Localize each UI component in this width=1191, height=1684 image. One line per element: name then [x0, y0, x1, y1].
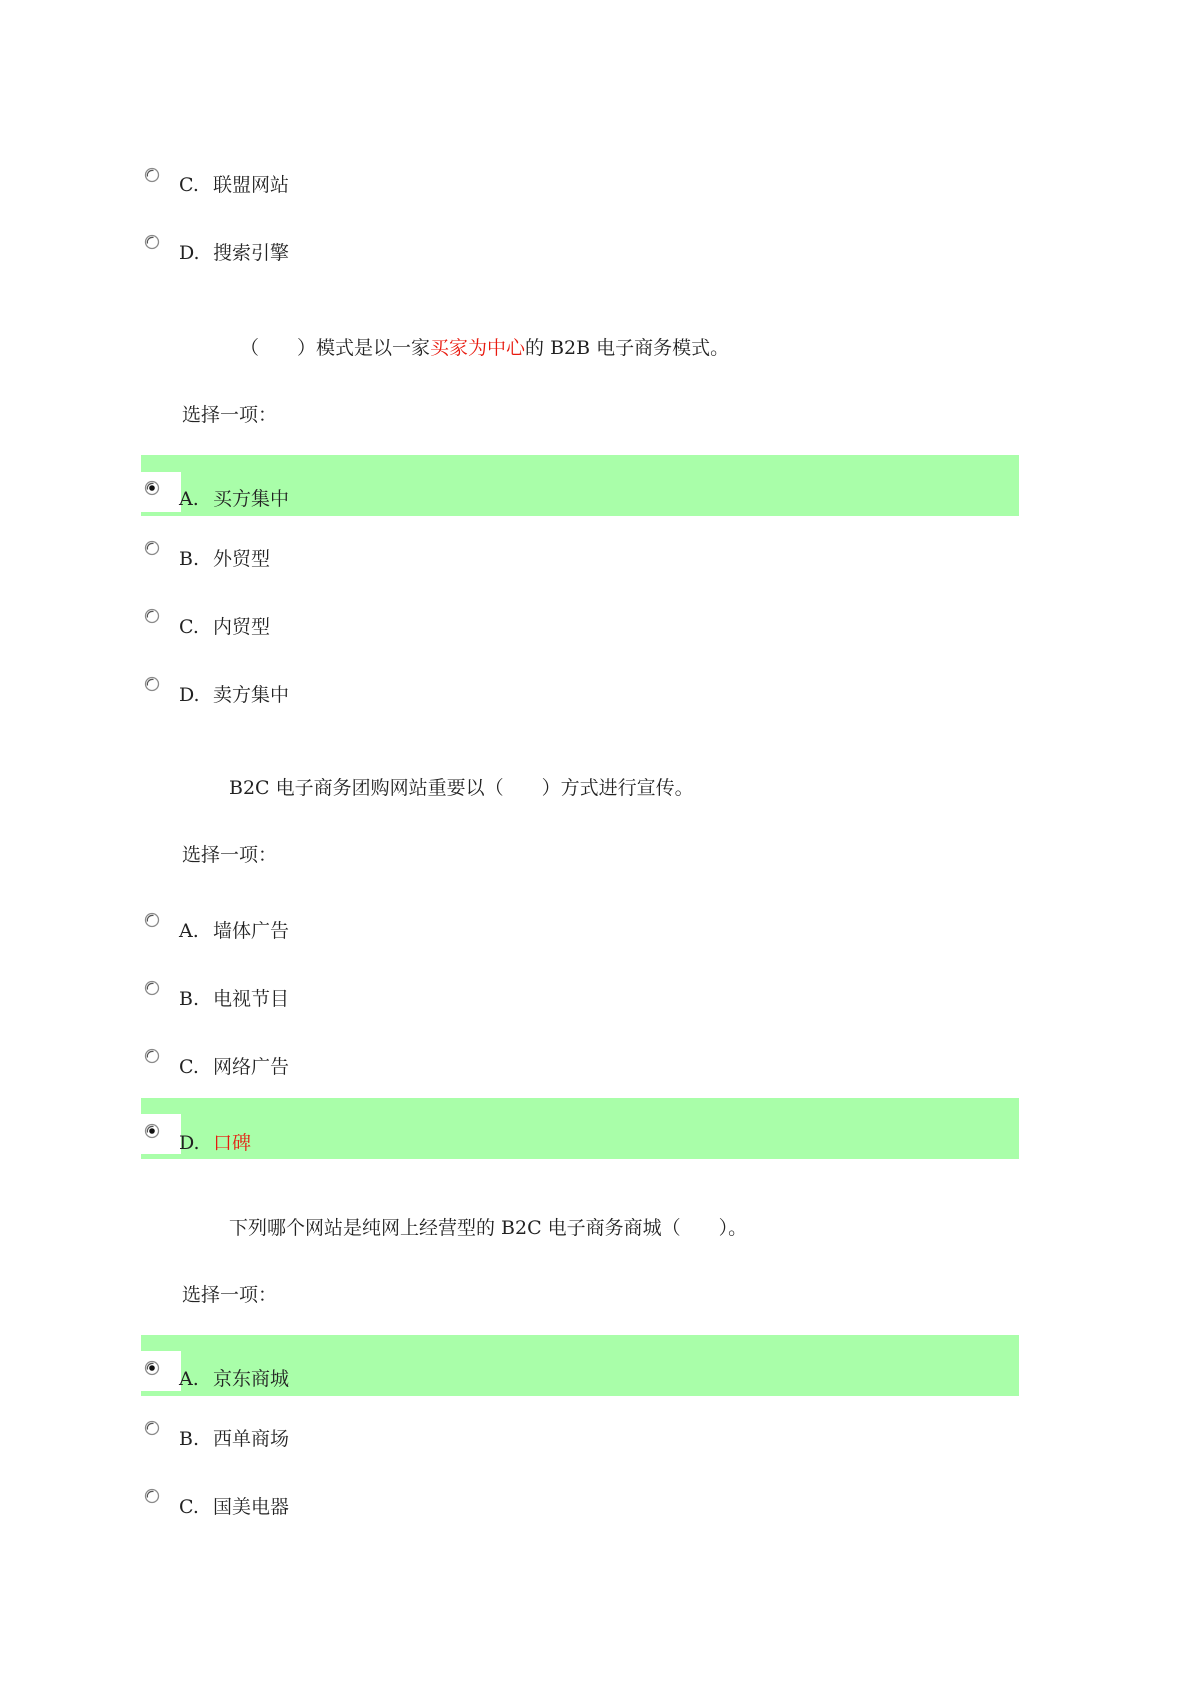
option-text: 内贸型 — [213, 616, 271, 638]
radio-option-q1-c[interactable] — [144, 608, 160, 624]
option-text: 电视节目 — [213, 988, 290, 1010]
question-stem-text: 的 B2B 电子商务模式。 — [525, 337, 730, 359]
option-text: 联盟网站 — [213, 174, 290, 196]
option-letter: C. — [179, 616, 199, 638]
option-letter: A. — [179, 488, 199, 510]
option-text: 外贸型 — [213, 548, 271, 570]
option-letter: C. — [179, 1056, 199, 1078]
selected-answer-highlight — [141, 1098, 1019, 1159]
radio-option-q0-d[interactable] — [144, 234, 160, 250]
radio-option-q2-c[interactable] — [144, 1048, 160, 1064]
option-text: 京东商城 — [213, 1368, 290, 1390]
radio-option-q1-a-checked[interactable] — [144, 480, 160, 496]
option-letter: C. — [179, 174, 199, 196]
radio-option-q1-d[interactable] — [144, 676, 160, 692]
option-letter: A. — [179, 920, 199, 942]
select-one-prompt: 选择一项： — [182, 404, 278, 426]
option-letter: D. — [179, 1132, 200, 1154]
radio-option-q1-b[interactable] — [144, 540, 160, 556]
radio-option-q2-b[interactable] — [144, 980, 160, 996]
option-letter: D. — [179, 684, 200, 706]
question-stem-emphasis: 买家为中心 — [430, 337, 526, 359]
question-stem — [240, 336, 729, 360]
radio-option-q3-c[interactable] — [144, 1488, 160, 1504]
option-text: 网络广告 — [213, 1056, 290, 1078]
select-one-prompt: 选择一项： — [182, 1284, 278, 1306]
option-letter: B. — [179, 1428, 200, 1450]
option-letter: B. — [179, 988, 200, 1010]
option-letter: B. — [179, 548, 200, 570]
radio-option-q2-d-checked[interactable] — [144, 1123, 160, 1139]
select-one-prompt: 选择一项： — [182, 844, 278, 866]
option-text: 口碑 — [213, 1132, 252, 1154]
option-letter: D. — [179, 242, 200, 264]
radio-option-q0-c[interactable] — [144, 167, 160, 183]
option-text: 西单商场 — [213, 1428, 290, 1450]
question-stem: 下列哪个网站是纯网上经营型的 B2C 电子商务商城（ ）。 — [229, 1217, 748, 1239]
radio-option-q2-a[interactable] — [144, 912, 160, 928]
option-text: 卖方集中 — [213, 684, 290, 706]
option-text: 墙体广告 — [213, 920, 290, 942]
option-text: 搜索引擎 — [213, 242, 290, 264]
option-text: 买方集中 — [213, 488, 290, 510]
option-text: 国美电器 — [213, 1496, 290, 1518]
radio-option-q3-a-checked[interactable] — [144, 1360, 160, 1376]
option-letter: C. — [179, 1496, 199, 1518]
question-stem-text: （ ）模式是以一家 — [240, 337, 431, 359]
radio-option-q3-b[interactable] — [144, 1420, 160, 1436]
question-stem: B2C 电子商务团购网站重要以（ ）方式进行宣传。 — [229, 777, 694, 799]
option-letter: A. — [179, 1368, 199, 1390]
